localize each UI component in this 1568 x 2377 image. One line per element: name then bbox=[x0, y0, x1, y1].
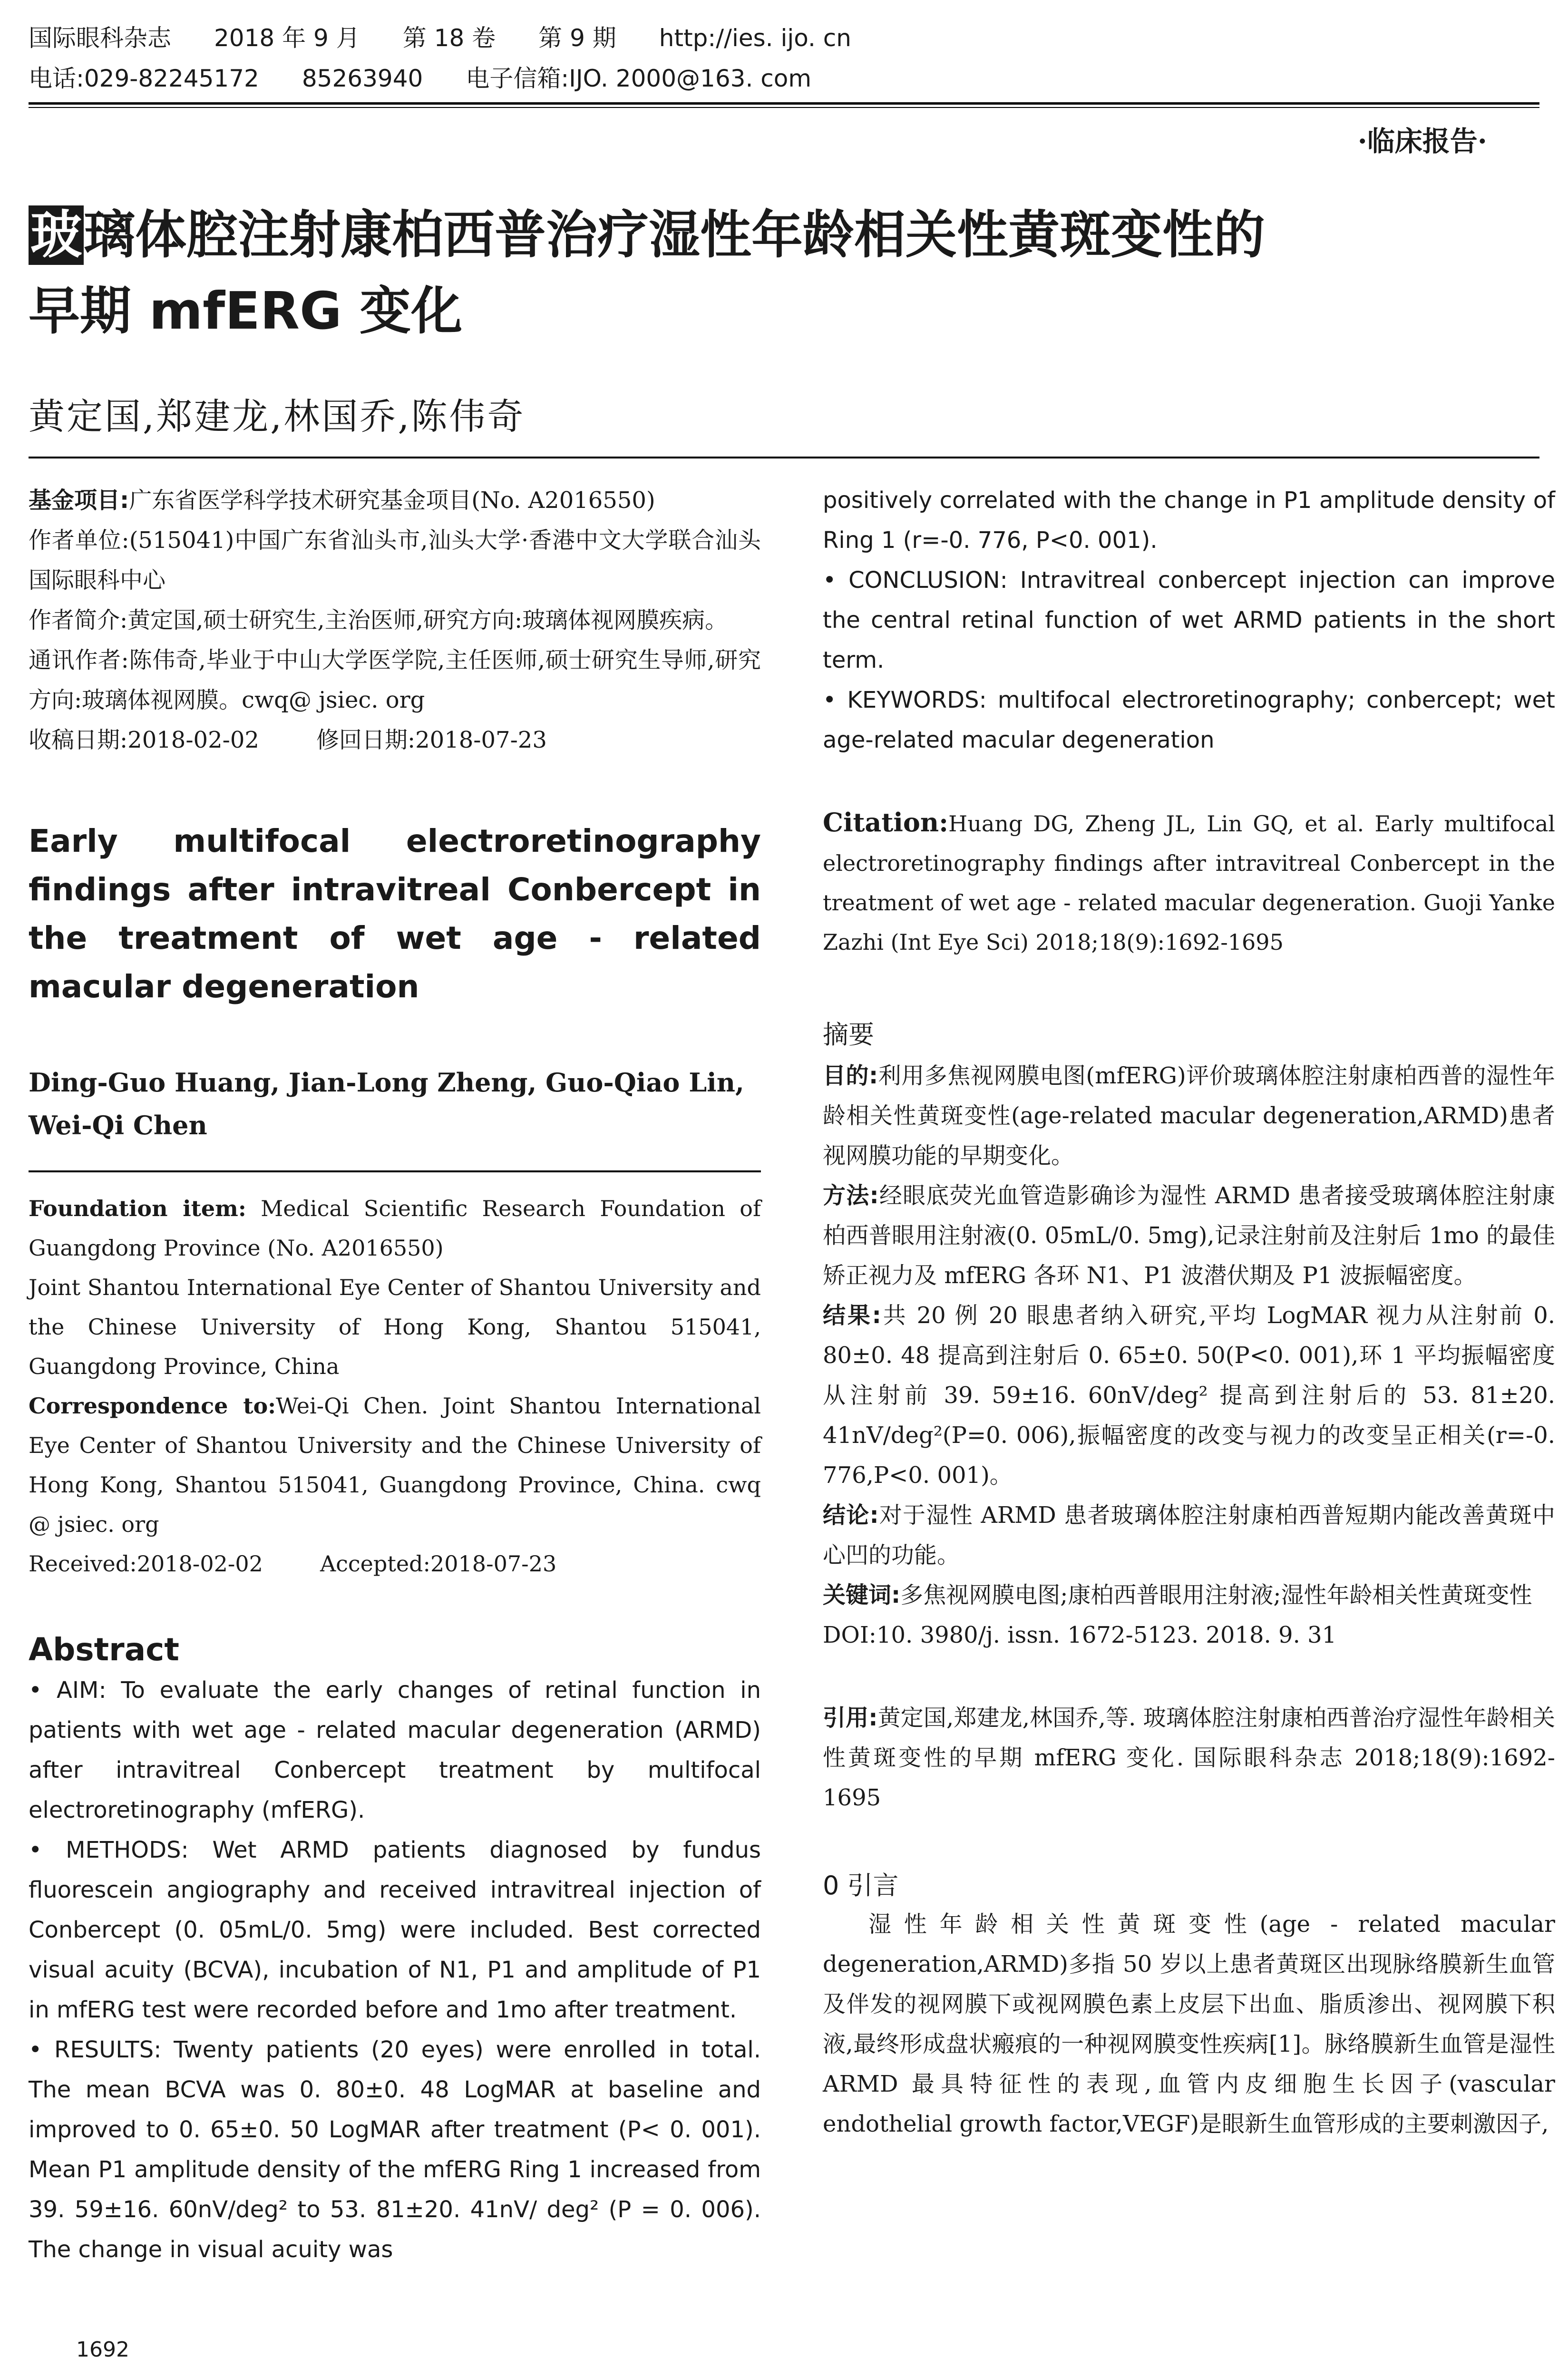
zh-citation-label: 引用: bbox=[823, 1705, 878, 1731]
page-number: 1692 bbox=[76, 2338, 129, 2362]
zh-conclusion: 对于湿性 ARMD 患者玻璃体腔注射康柏西普短期内能改善黄斑中心凹的功能。 bbox=[823, 1502, 1555, 1568]
abstract-body bbox=[29, 1670, 761, 2270]
journal-url: http://ies. ijo. cn bbox=[659, 24, 851, 52]
doi: DOI:10. 3980/j. issn. 1672-5123. 2018. 9. 31 bbox=[823, 1622, 1337, 1648]
english-authors: Ding-Guo Huang, Jian-Long Zheng, Guo-Qiao Lin, Wei-Qi Chen bbox=[29, 1067, 744, 1140]
zh-results: 共 20 例 20 眼患者纳入研究,平均 LogMAR 视力从注射前 0. 80±0. 48 提高到注射后 0. 65±0. 50(P<0. 001),环 1 平均振幅密度从注射前 39. 59±16. 60nV/deg² 提高到注射后的 53. 81±20. 41nV/deg²(P=0. 006),振幅密度的改变与视力的改变呈正相关(r=-0. 776,P<0. 001)。 bbox=[823, 1302, 1555, 1489]
zh-citation-block bbox=[823, 1698, 1555, 1818]
zh-aim-label: 目的: bbox=[823, 1062, 878, 1089]
en-received: Received:2018-02-02 bbox=[29, 1551, 263, 1577]
issue: 第 9 期 bbox=[538, 24, 616, 52]
foundation-label: 基金项目: bbox=[29, 487, 129, 514]
citation-block bbox=[823, 803, 1555, 962]
issue-date: 2018 年 9 月 bbox=[214, 24, 360, 52]
running-header-line1 bbox=[29, 24, 894, 52]
zh-results-label: 结果: bbox=[823, 1302, 881, 1329]
authors-cn: 黄定国,郑建龙,林国乔,陈伟奇 bbox=[29, 395, 526, 438]
cn-info-block bbox=[29, 480, 761, 760]
english-title: Early multifocal electroretinography findings after intravitreal Conbercept in the treatment of wet age - related macular degeneration bbox=[29, 823, 761, 1005]
en-accepted: Accepted:2018-07-23 bbox=[320, 1551, 557, 1577]
zh-abstract-heading: 摘要 bbox=[823, 1020, 874, 1050]
received-date: 收稿日期:2018-02-02 bbox=[29, 727, 259, 753]
running-header-line2 bbox=[29, 64, 854, 93]
email: 电子信箱:IJO. 2000@163. com bbox=[466, 65, 812, 92]
journal-name: 国际眼科杂志 bbox=[29, 24, 171, 52]
zh-methods: 经眼底荧光血管造影确诊为湿性 ARMD 患者接受玻璃体腔注射康柏西普眼用注射液(0. 05mL/0. 5mg),记录注射前及注射后 1mo 的最佳矫正视力及 mfERG 各环 N1、P1 波潜伏期及 P1 波振幅密度。 bbox=[823, 1182, 1555, 1289]
zh-aim: 利用多焦视网膜电图(mfERG)评价玻璃体腔注射康柏西普的湿性年龄相关性黄斑变性(age-related macular degeneration,ARMD)患者视网膜功能的早期变化。 bbox=[823, 1062, 1555, 1169]
article-title bbox=[29, 197, 1550, 350]
author-bio: 作者简介:黄定国,硕士研究生,主治医师,研究方向:玻璃体视网膜疾病。 bbox=[29, 607, 728, 633]
phone: 电话:029-82245172 bbox=[29, 65, 259, 92]
intro-paragraph: 湿性年龄相关性黄斑变性(age - related macular degeneration,ARMD)多指 50 岁以上患者黄斑区出现脉络膜新生血管及伴发的视网膜下或视网膜色素上皮层下出血、脂质渗出、视网膜下积液,最终形成盘状瘢痕的一种视网膜变性疾病[1]。脉络膜新生血管是湿性 ARMD 最具特征性的表现,血管内皮细胞生长因子(vascular endothelial growth factor,VEGF)是眼新生血管形成的主要刺激因子, bbox=[823, 1911, 1555, 2137]
citation-label: Citation: bbox=[823, 807, 949, 838]
header-rule-thin bbox=[29, 107, 1539, 108]
abstract-results-cont: positively correlated with the change in P1 amplitude density of Ring 1 (r=-0. 776, P<0. 001). bbox=[823, 487, 1555, 554]
title-line2: 早期 mfERG 变化 bbox=[29, 282, 463, 341]
foundation-text: 广东省医学科学技术研究基金项目(No. A2016550) bbox=[129, 487, 655, 514]
en-info-block bbox=[29, 1189, 761, 1584]
abstract-results: • RESULTS: Twenty patients (20 eyes) were enrolled in total. The mean BCVA was 0. 80±0. 48 LogMAR at baseline and improved to 0. 65±0. 50 LogMAR after treatment (P< 0. 001). Mean P1 amplitude density of the mfERG Ring 1 increased from 39. 59±16. 60nV/deg² to 53. 81±20. 41nV/ deg² (P = 0. 006). The change in visual acuity was bbox=[29, 2036, 761, 2263]
revised-date: 修回日期:2018-07-23 bbox=[316, 727, 547, 753]
section-label: ·临床报告· bbox=[1357, 125, 1487, 157]
author-rule bbox=[29, 1170, 761, 1172]
abstract-methods: • METHODS: Wet ARMD patients diagnosed by fundus fluorescein angiography and received intravitreal injection of Conbercept (0. 05mL/0. 5mg) were included. Best corrected visual acuity (BCVA), incubation of N1, P1 and amplitude of P1 in mfERG test were recorded before and 1mo after treatment. bbox=[29, 1837, 761, 2023]
left-column bbox=[29, 480, 761, 2270]
intro-heading: 0 引言 bbox=[823, 1870, 899, 1900]
zh-citation-text: 黄定国,郑建龙,林国乔,等. 玻璃体腔注射康柏西普治疗湿性年龄相关性黄斑变性的早期 mfERG 变化. 国际眼科杂志 2018;18(9):1692-1695 bbox=[823, 1705, 1555, 1811]
zh-methods-label: 方法: bbox=[823, 1182, 879, 1209]
zh-keywords: 多焦视网膜电图;康柏西普眼用注射液;湿性年龄相关性黄斑变性 bbox=[900, 1582, 1532, 1608]
en-foundation-text: Medical Scientific Research Foundation of Guangdong Province (No. A2016550) bbox=[29, 1196, 761, 1261]
en-corr-text: Wei-Qi Chen. Joint Shantou International Eye Center of Shantou University and the Chinese University of Hong Kong, Shantou 515041, Guangdong Province, China. cwq @ jsiec. org bbox=[29, 1393, 761, 1537]
en-affiliation: Joint Shantou International Eye Center of Shantou University and the Chinese University of Hong Kong, Shantou 515041, Guangdong Province, China bbox=[29, 1275, 761, 1379]
title-first-char: 玻 bbox=[29, 205, 84, 265]
abstract-aim: • AIM: To evaluate the early changes of retinal function in patients with wet age - related macular degeneration (ARMD) after intravitreal Conbercept treatment by multifocal electroretinography (mfERG). bbox=[29, 1677, 761, 1823]
title-line1: 璃体腔注射康柏西普治疗湿性年龄相关性黄斑变性的 bbox=[84, 205, 1266, 265]
title-rule bbox=[29, 457, 1539, 458]
phone2: 85263940 bbox=[302, 65, 423, 92]
volume: 第 18 卷 bbox=[402, 24, 496, 52]
zh-conclusion-label: 结论: bbox=[823, 1502, 879, 1529]
abstract-keywords: • KEYWORDS: multifocal electroretinography; conbercept; wet age-related macular degeneration bbox=[823, 687, 1555, 753]
zh-keywords-label: 关键词: bbox=[823, 1582, 901, 1608]
corresponding-author: 通讯作者:陈伟奇,毕业于中山大学医学院,主任医师,硕士研究生导师,研究方向:玻璃体视网膜。cwq@ jsiec. org bbox=[29, 647, 761, 713]
author-unit: 作者单位:(515041)中国广东省汕头市,汕头大学·香港中文大学联合汕头国际眼科中心 bbox=[29, 527, 761, 594]
header-rule-thick bbox=[29, 102, 1539, 105]
right-column bbox=[823, 480, 1555, 2144]
abstract-heading: Abstract bbox=[29, 1631, 179, 1668]
citation-text: Huang DG, Zheng JL, Lin GQ, et al. Early multifocal electroretinography findings after intravitreal Conbercept in the treatment of wet age - related macular degeneration. Guoji Yanke Zazhi (Int Eye Sci) 2018;18(9):1692-1695 bbox=[823, 811, 1555, 955]
abstract-continued bbox=[823, 480, 1555, 760]
en-corr-label: Correspondence to: bbox=[29, 1393, 276, 1419]
en-foundation-label: Foundation item: bbox=[29, 1196, 246, 1221]
zh-abstract-body bbox=[823, 1056, 1555, 1655]
abstract-conclusion: • CONCLUSION: Intravitreal conbercept injection can improve the central retinal function of wet ARMD patients in the short term. bbox=[823, 567, 1555, 673]
